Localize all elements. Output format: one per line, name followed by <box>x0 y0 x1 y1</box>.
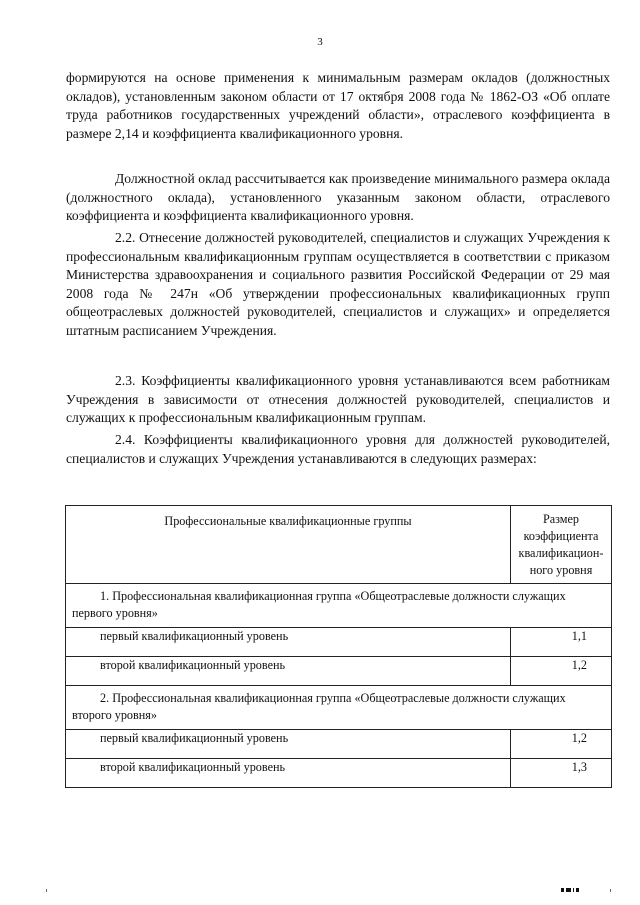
level-name-cell: первый квалификационный уровень <box>66 730 511 759</box>
paragraph-2-4: 2.4. Коэффициенты квалификационного уровня для должностей руководителей, специалистов и служащих Учреждения устанавливаются в следующих размерах: <box>66 432 610 466</box>
level-value-cell: 1,3 <box>511 759 612 788</box>
qualification-coefficients-table <box>65 505 612 788</box>
table-row <box>66 628 612 657</box>
group-title: 2. Профессиональная квалификационная группа «Общеотраслевые должности служащих второго уровня» <box>72 691 566 722</box>
level-value-cell: 1,1 <box>511 628 612 657</box>
barcode-mark <box>561 888 579 892</box>
level-name-cell: второй квалификационный уровень <box>66 657 511 686</box>
paragraph-salary-calculation: Должностной оклад рассчитывается как произведение минимального размера оклада (должностного оклада), установленного указанным законом области, отраслевого коэффициента и коэффициента квалификационного уровня. <box>66 171 610 223</box>
level-value-cell: 1,2 <box>511 657 612 686</box>
level-name-cell: второй квалификационный уровень <box>66 759 511 788</box>
paragraph-2-2: 2.2. Отнесение должностей руководителей, специалистов и служащих Учреждения к профессиональным квалификационным группам осуществляется в соответствии с приказом Министерства здравоохранения и социального развития Российской Федерации от 29 мая 2008 года № 247н «Об утверждении профессиональных квалификационных групп общеотраслевых должностей руководителей, специалистов и служащих» и определяется штатным расписанием Учреждения. <box>66 230 610 338</box>
table-row <box>66 759 612 788</box>
level-name-cell: первый квалификационный уровень <box>66 628 511 657</box>
scan-mark <box>610 889 611 892</box>
header-coefficient-cell: Размер коэффициента квалификацион-ного уровня <box>511 506 612 584</box>
group-row-2 <box>66 686 612 730</box>
paragraph-2-3: 2.3. Коэффициенты квалификационного уровня устанавливаются всем работникам Учреждения в зависимости от отнесения должностей руководителей, специалистов и служащих к профессиональным квалификационным группам. <box>66 373 610 425</box>
level-value-cell: 1,2 <box>511 730 612 759</box>
header-group-cell: Профессиональные квалификационные группы <box>66 506 511 584</box>
table-row <box>66 657 612 686</box>
page-number: 3 <box>317 36 323 48</box>
paragraph-intro-continuation: формируются на основе применения к минимальным размерам окладов (должностных окладов), установленным законом области от 17 октября 2008 года № 1862-ОЗ «Об оплате труда работников государственных учреждений области», отраслевого коэффициента в размере 2,14 и коэффициента квалификационного уровня. <box>66 70 610 141</box>
group-row-1 <box>66 584 612 628</box>
table-row <box>66 730 612 759</box>
scan-mark <box>46 889 47 892</box>
group-title: 1. Профессиональная квалификационная группа «Общеотраслевые должности служащих первого уровня» <box>72 589 566 620</box>
table-header-row <box>66 506 612 584</box>
